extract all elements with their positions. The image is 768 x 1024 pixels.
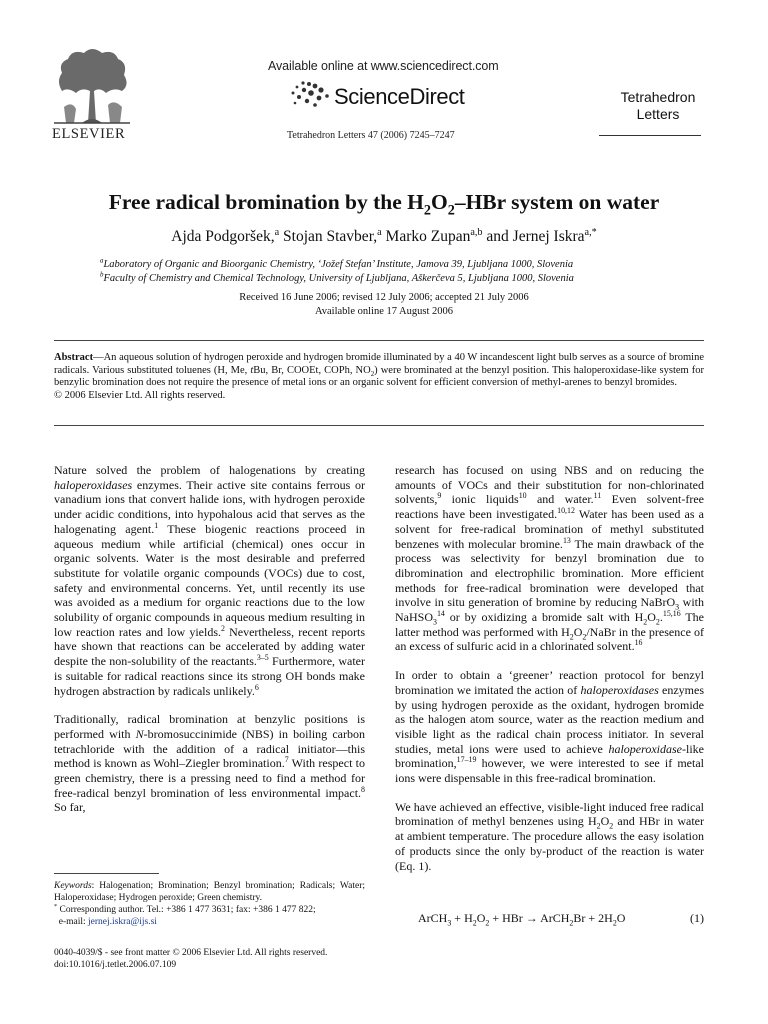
body-paragraph: research has focused on using NBS and on reducing the amounts of VOCs and their substitution for non-chlorinated solvents,$^9$ ionic liquids$^{10}$ and water.$^{11}$ Even solvent-free reactions have been investigated.$^{10,12}$ Water has been used as a solvent for free-radical bromination of methyl substituted benzenes with molecular bromine.$^{13}$ The main drawback of the process was selectivity for benzyl bromination due to dibromination and electrophilic bromination. More efficient methods for free-radical bromination were developed that involve in situ generation of bromine by reducing NaBrO$_3$ with NaHSO$_3^{14}$ or by oxidizing a bromide salt with $H_2O_2.^{15,16}$ The latter method was performed with $H_2O_2$/NaBr in the presence of an excess of sulfuric acid in a chlorinated solvent.$^{16}$	[395, 463, 704, 654]
sciencedirect-wordmark: ScienceDirect	[334, 84, 465, 109]
front-matter-copyright: 0040-4039/$ - see front matter © 2006 Elsevier Ltd. All rights reserved.	[54, 948, 328, 958]
footnotes	[54, 880, 365, 928]
affiliation-b: $^b$Faculty of Chemistry and Chemical Technology, University of Ljubljana, Aškerčeva 5, Ljubljana 1000, Slovenia	[100, 271, 574, 284]
corresponding-author: * Corresponding author. Tel.: +386 1 477 3631; fax: +386 1 477 822;	[54, 902, 316, 915]
abstract-bottom-rule	[54, 425, 704, 426]
elsevier-tree-logo-icon	[52, 47, 132, 125]
footnote-rule	[54, 873, 159, 874]
doi: doi:10.1016/j.tetlet.2006.07.109	[54, 960, 177, 970]
body-right-column	[395, 463, 704, 873]
body-paragraph: Nature solved the problem of halogenations by creating haloperoxidases enzymes. Their active site contains ferrous or vanadium ions that convert halide ions, with hydrogen peroxide under acidic conditions, into hypohalous acid that serves as the halogenating agent.$^1$ These biogenic reactions proceed in aqueous medium while artificial (chemical) ones occur in organic solvents. Water is the most desirable and preferred substitute for volatile organic compounds (VOCs) due to cost, safety and environmental concerns. Yet, until recently its use was avoided as a medium for organic reactions due to the low solubility of organic compounds in aqueous medium resulting in low reaction rates and low yields.$^2$ Nevertheless, recent reports have shown that reactions can be accelerated by adding water despite the non-solubility of the reactants.$^{3-5}$ Furthermore, water is suitable for radical reactions since its strong OH bonds make hydrogen abstraction by radicals unlikely.$^6$	[54, 463, 365, 698]
journal-title-rule	[599, 135, 701, 136]
front-matter	[54, 947, 384, 971]
journal-title	[605, 89, 711, 123]
equation-number: (1)	[690, 911, 704, 925]
body-paragraph: Traditionally, radical bromination at benzylic positions is performed with N-bromosuccinimide (NBS) in boiling carbon tetrachloride with the addition of a radical initiator—this method is known as Wohl–Ziegler bromination.$^7$ With respect to green chemistry, there is a pressing need to find a method for free-radical benzyl bromination of less environmental impact.$^8$ So far,	[54, 712, 365, 815]
publisher-name: ELSEVIER	[52, 126, 126, 142]
journal-title-line-2: Letters	[636, 106, 680, 122]
abstract-copyright: © 2006 Elsevier Ltd. All rights reserved.	[54, 389, 226, 401]
body-paragraph: In order to obtain a ‘greener’ reaction protocol for benzyl bromination we imitated the action of haloperoxidases enzymes by using hydrogen peroxide as the oxidant, hydrogen bromide as the halogen atom source, water as the reaction medium and visible light as the radical chain process initiator. In several studies, metal ions were used to achieve haloperoxidase-like bromination,$^{17-19}$ however, we were interested to see if metal ions were dispensable in this free-radical bromination.	[395, 668, 704, 786]
abstract	[54, 352, 704, 402]
received-dates: Received 16 June 2006; revised 12 July 2006; accepted 21 July 2006	[239, 292, 529, 303]
journal-citation: Tetrahedron Letters 47 (2006) 7245–7247	[287, 130, 455, 141]
article-dates	[0, 291, 768, 319]
corresponding-email-line	[54, 916, 365, 928]
journal-title-line-1: Tetrahedron	[620, 89, 696, 105]
sciencedirect-logo-icon	[289, 80, 335, 108]
available-online-text: Available online at www.sciencedirect.com	[268, 59, 499, 73]
affiliation-a: $^a$Laboratory of Organic and Bioorganic Chemistry, ‘Jožef Stefan’ Institute, Jamova 39, Ljubljana 1000, Slovenia	[100, 257, 574, 270]
email-label: e-mail:	[58, 917, 89, 927]
abstract-top-rule	[54, 340, 704, 341]
article-title: Free radical bromination by the $H_2O_2$–HBr system on water	[108, 190, 660, 219]
equation-1	[418, 911, 704, 926]
article-authors: Ajda Podgoršek,$^a$ Stojan Stavber,$^a$ Marko Zupan$^{a,b}$ and Jernej Iskra$^{a,*}$	[171, 226, 597, 245]
abstract-text: Abstract—An aqueous solution of hydrogen peroxide and hydrogen bromide illuminated by a 40 W incandescent light bulb serves as a source of bromine radicals. Various substituted toluenes (H, Me, tBu, Br, COOEt, COPh, $NO_2$) were brominated at the benzyl position. This haloperoxidase-like system for benzylic bromination does not require the presence of metal ions or an organic solvent for efficient conversion of methyl-arenes to benzyl bromides.	[54, 352, 705, 389]
keywords: Keywords: Halogenation; Bromination; Benzyl bromination; Radicals; Water; Haloperoxidase; Hydrogen peroxide; Green chemistry.	[54, 881, 365, 903]
available-online-date: Available online 17 August 2006	[314, 306, 454, 317]
body-paragraph: We have achieved an effective, visible-light induced free radical bromination of methyl benzenes using $H_2O_2$ and HBr in water at ambient temperature. The procedure allows the easy isolation of products since the only by-product of the reaction is water (Eq. 1).	[395, 799, 704, 873]
equation-body: ArCH$_3$ + $H_2O_2$ + HBr → ArCH$_2$Br + $2H_2O$	[418, 911, 626, 928]
email-link[interactable]: jernej.iskra@ijs.si	[88, 917, 157, 927]
body-left-column	[54, 463, 365, 815]
